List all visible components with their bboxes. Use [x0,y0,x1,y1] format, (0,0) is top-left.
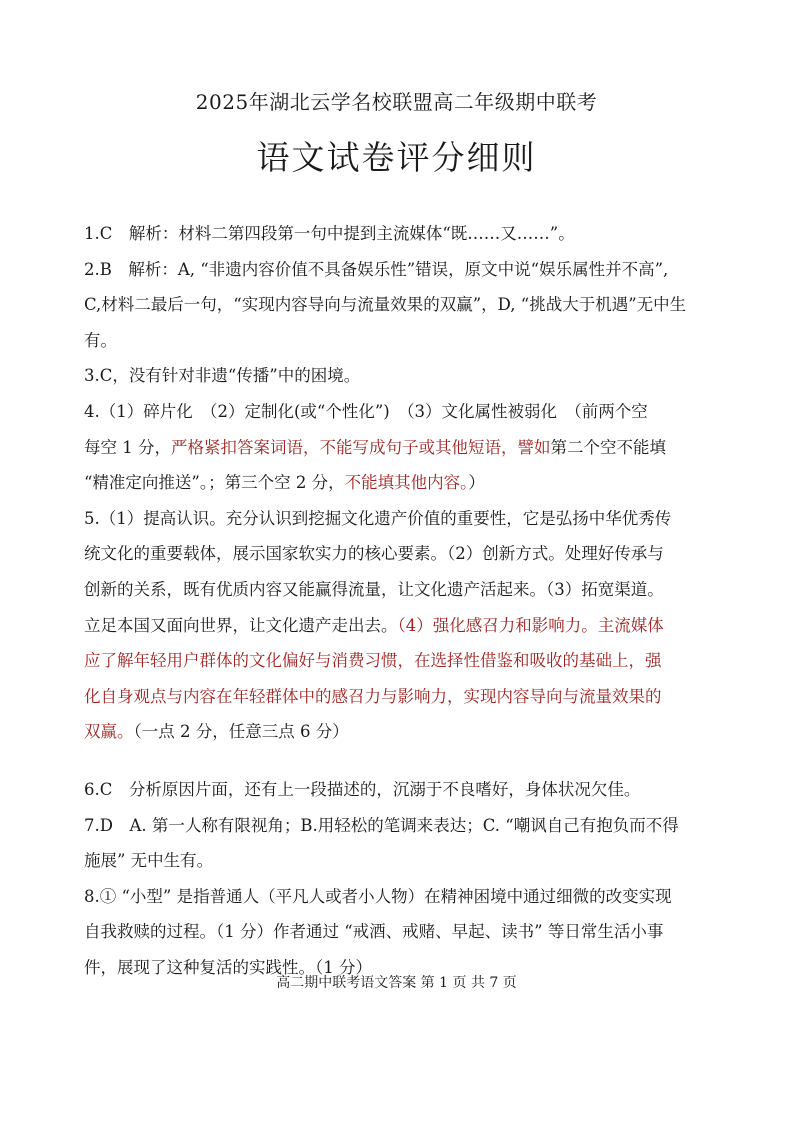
answer-q2-line-3: 有。 [84,330,117,350]
q4-third-score-note: “精准定向推送”。；第三个空 2 分， [84,473,345,493]
answer-q5-line-3: 创新的关系，既有优质内容又能赢得流量，让文化遗产活起来。（3）拓宽渠道。 [84,579,664,599]
q4-example-note: 第二个空不能填 [550,437,666,457]
answer-q4-line-3 [84,465,724,501]
q4-score-note: 每空 1 分， [84,437,171,457]
answer-q6-line-1: 6.C 分析原因片面，还有上一段描述的，沉溺于不良嗜好，身体状况欠佳。 [84,779,641,799]
q5-point-4-head: （4）强化感召力和影响力。主流媒体 [397,615,664,635]
answer-q5-line-5: 应了解年轻用户群体的文化偏好与消费习惯，在选择性借鉴和吸收的基础上，强 [84,651,662,671]
answer-q7-line-2: 施展” 无中生有。 [84,851,214,871]
answer-q8-line-3: 件，展现了这种复活的实践性。（1 分） [84,957,372,977]
answer-q7-line-1: 7.D A. 第一人称有限视角；B.用轻松的笔调来表达；C. “嘲讽自己有抱负而不得 [84,815,679,835]
page-footer: 高二期中联考语文答案 第 1 页 共 7 页 [276,975,517,991]
q5-point-3-tail: 立足本国又面向世界，让文化遗产走出去。 [84,615,398,635]
document-title: 语文试卷评分细则 [256,138,537,177]
answer-q5-line-1: 5.（1）提高认识。充分认识到挖掘文化遗产价值的重要性，它是弘扬中华优秀传 [84,508,672,528]
answer-content [84,216,724,985]
q5-score-note: （一点 2 分，任意三点 6 分） [133,722,349,742]
q4-no-other-note: 不能填其他内容。 [344,473,469,493]
answer-q5-line-2: 统文化的重要载体，展示国家软实力的核心要素。（2）创新方式。处理好传承与 [84,544,664,564]
answer-q5-line-6: 化自身观点与内容在年轻群体中的感召力与影响力，实现内容导向与流量效果的 [84,686,662,706]
answer-q1-line-1: 1.C 解析：材料二第四段第一句中提到主流媒体“既……又……”。 [84,224,575,243]
answer-q4-line-1: 4.（1）碎片化 （2）定制化(或“个性化”) （3）文化属性被弱化 （前两个空 [84,401,648,421]
answer-q2-line-1: 2.B 解析：A, “非遗内容价值不具备娱乐性”错误，原文中说“娱乐属性并不高”, [84,259,669,279]
answer-q3-line-1: 3.C，没有针对非遗“传播”中的困境。 [84,366,361,386]
answer-q5-line-4 [84,608,724,644]
q4-strict-note: 严格紧扣答案词语，不能写成句子或其他短语，譬如 [171,437,551,457]
page-header-title: 2025年湖北云学名校联盟高二年级期中联考 [195,90,598,114]
q5-point-4-tail: 双赢。 [84,722,134,742]
answer-q8-line-1: 8.① “小型” 是指普通人（平凡人或者小人物）在精神困境中通过细微的改变实现 [84,886,672,906]
answer-q8-line-2: 自我救赎的过程。（1 分）作者通过 “戒酒、戒赌、早起、读书” 等日常生活小事 [84,922,664,942]
q4-close-paren: ） [468,473,485,493]
answer-q4-line-2 [84,430,724,466]
answer-q5-line-7 [84,714,724,750]
answer-q2-line-2: C,材料二最后一句，“实现内容导向与流量效果的双赢”，D, “挑战大于机遇”无中生 [84,295,687,315]
